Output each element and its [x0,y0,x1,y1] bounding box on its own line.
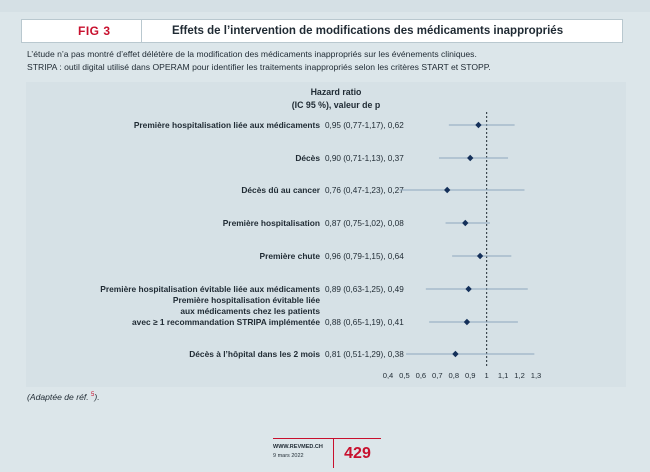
footer-site: WWW.REVMED.CH [273,444,323,450]
figure-title: Effets de l’intervention de modifications des médicaments inappropriés [172,25,564,37]
hazard-ratio-header: Hazard ratio [310,87,362,97]
x-tick-label: 0,8 [448,371,460,380]
row-label: Décès [295,153,320,163]
row-value: 0,81 (0,51-1,29), 0,38 [325,350,404,359]
x-tick-label: 0,4 [382,371,394,380]
hr-marker [452,351,458,357]
footnote-ref: 5 [91,392,95,399]
footnote [27,392,100,402]
hr-marker [467,155,473,161]
hr-marker [465,286,471,292]
row-value: 0,76 (0,47-1,23), 0,27 [325,186,404,195]
footer-date: 9 mars 2022 [273,453,304,459]
x-tick-label: 1,3 [530,371,542,380]
x-tick-label: 0,5 [399,371,410,380]
caption-line-2: STRIPA : outil digital utilisé dans OPERAM pour identifier les traitements inappropriés selon les critères START et STOPP. [27,62,491,72]
row-label: avec ≥ 1 recommandation STRIPA implémentée [132,317,320,327]
row-value: 0,96 (0,79-1,15), 0,64 [325,252,404,261]
top-band [0,0,650,12]
row-label: Décès à l’hôpital dans les 2 mois [189,349,320,359]
row-label: Première hospitalisation [222,218,320,228]
row-label: Première hospitalisation évitable liée aux médicaments [100,284,320,294]
hr-marker [477,253,483,259]
x-tick-label: 1 [484,371,489,380]
figure-label: FIG 3 [22,20,142,42]
footnote-text: (Adaptée de réf. [27,392,89,402]
row-value: 0,87 (0,75-1,02), 0,08 [325,219,404,228]
footer-info [273,438,333,468]
chart-panel [26,82,626,387]
row-label: Première hospitalisation liée aux médicaments [133,120,320,130]
row-label: Décès dû au cancer [241,185,320,195]
row-value: 0,90 (0,71-1,13), 0,37 [325,154,404,163]
page-footer [273,438,381,468]
hr-marker [462,220,468,226]
hr-marker [444,187,450,193]
row-value: 0,95 (0,77-1,17), 0,62 [325,121,404,130]
hazard-ratio-subheader: (IC 95 %), valeur de p [291,100,381,110]
x-tick-label: 0,6 [415,371,427,380]
row-label: aux médicaments chez les patients [180,306,320,316]
forest-plot [26,82,626,387]
row-value: 0,88 (0,65-1,19), 0,41 [325,318,404,327]
caption-line-1: L’étude n’a pas montré d’effet délétère de la modification des médicaments inappropriés sur les événements cliniques. [27,49,477,59]
hr-marker [475,122,481,128]
row-label: Première chute [259,251,320,261]
footnote-end: ). [94,392,100,402]
x-tick-label: 0,7 [432,371,443,380]
hr-marker [464,319,470,325]
row-label: Première hospitalisation évitable liée [172,295,320,305]
page-number: 429 [333,438,381,468]
row-value: 0,89 (0,63-1,25), 0,49 [325,285,404,294]
figure-header [21,19,623,43]
figure-caption [27,48,627,74]
x-tick-label: 0,9 [464,371,476,380]
x-tick-label: 1,2 [514,371,525,380]
x-tick-label: 1,1 [497,371,509,380]
